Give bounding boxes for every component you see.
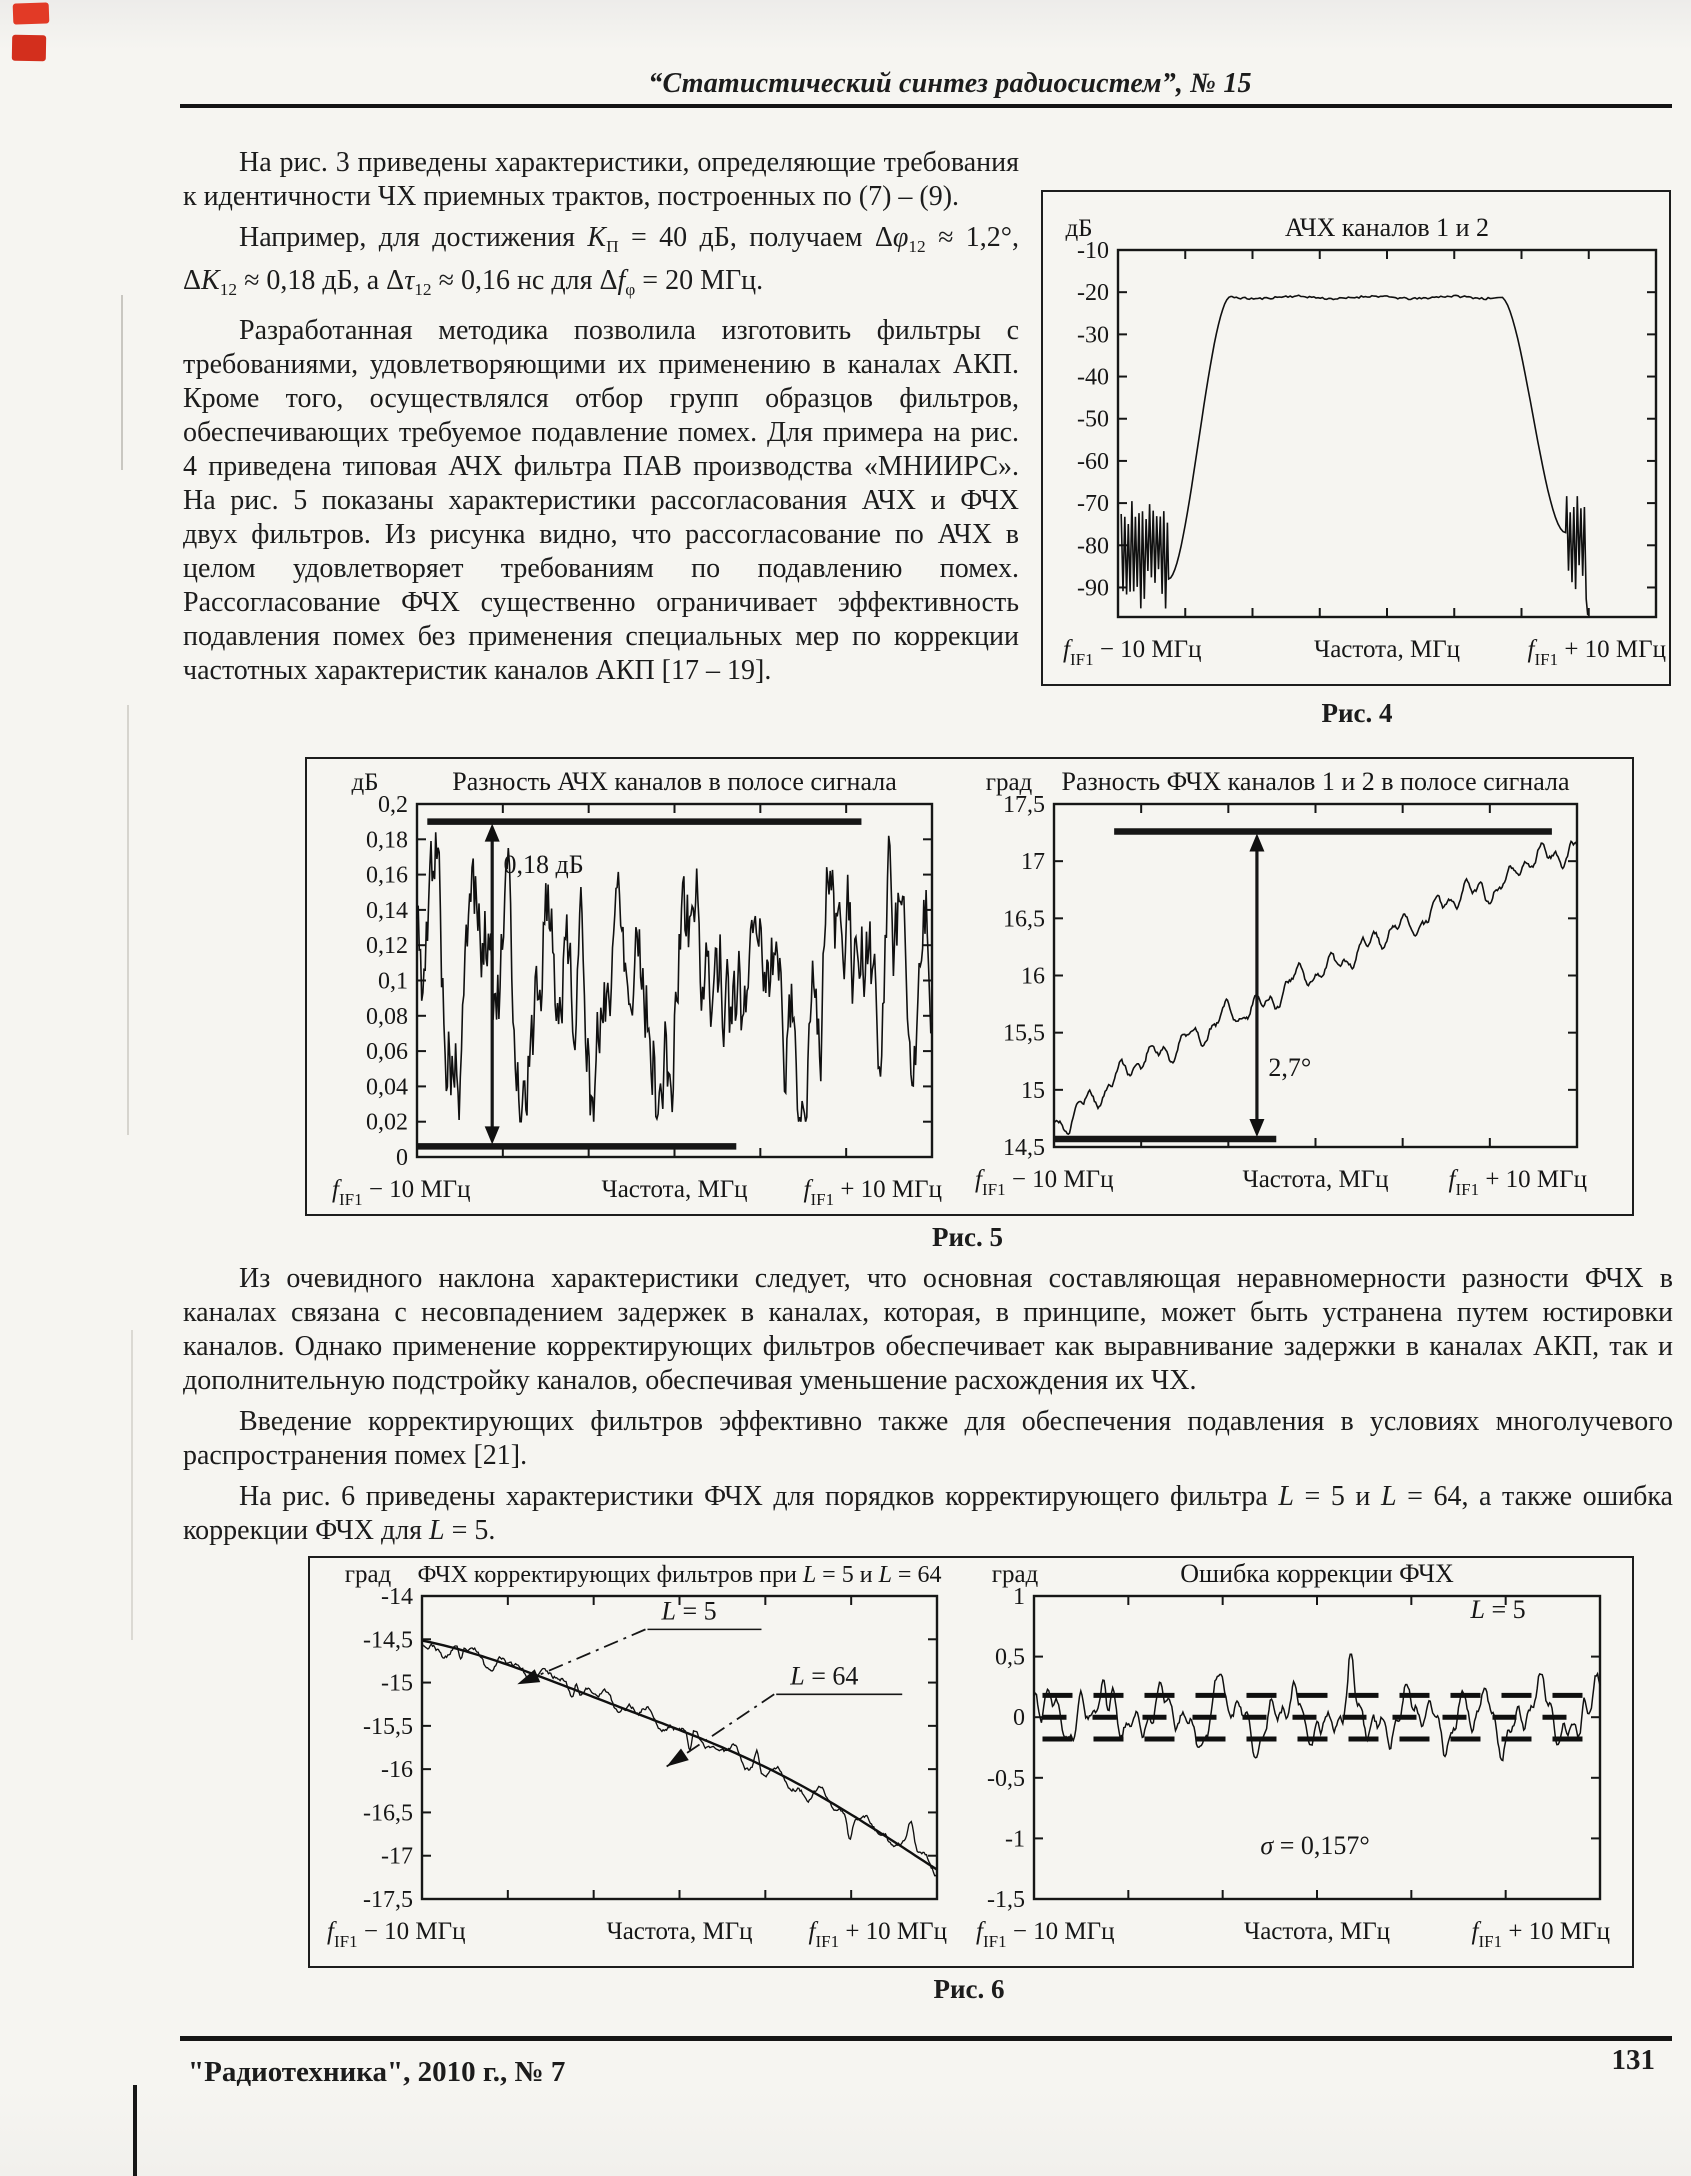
x-axis-label: Частота, МГц bbox=[601, 1176, 748, 1203]
paragraph-1: На рис. 3 приведены характеристики, определяющие требования к идентичности ЧХ приемных трактов, построенных по (7) – (9). bbox=[183, 147, 1019, 212]
y-tick-label: 14,5 bbox=[1003, 1135, 1045, 1161]
y-tick-label: 0 bbox=[1013, 1705, 1025, 1732]
arrowhead bbox=[485, 824, 500, 842]
x-axis-label: $f_{IF1} - 10$ МГц bbox=[332, 1176, 471, 1209]
chart-title: Ошибка коррекции ФЧХ bbox=[1180, 1559, 1454, 1588]
y-tick-label: -40 bbox=[1077, 364, 1109, 391]
formula-token: f bbox=[617, 265, 626, 297]
afc-difference-curve bbox=[417, 832, 932, 1121]
arrowhead bbox=[1249, 1119, 1264, 1137]
footer-rule bbox=[180, 2036, 1672, 2041]
chart-title: Разность ФЧХ каналов 1 и 2 в полосе сигнала bbox=[1061, 767, 1570, 796]
paragraph-3: Разработанная методика позволила изготовить фильтры с требованиями, удовлетворяющими их применению в каналах АКП. Кроме того, осуществлялся отбор групп образцов фильтров, обеспечивающих требуемое подавление помех. Для примера на рис. 4 приведена типовая АЧХ фильтра ПАВ производства «МНИИРС». На рис. 5 показаны характеристики рассогласования АЧХ и ФЧХ двух фильтров. Из рисунка видно, что рассогласование по АЧХ в целом удовлетворяет требованиям по подавлению помех. Рассогласование ФЧХ существенно ограничивает эффективность подавления помех без применения специальных мер по коррекции частотных характеристик каналов АКП [17 – 19]. bbox=[183, 315, 1019, 687]
y-tick-label: -70 bbox=[1077, 491, 1109, 518]
y-tick-label: -0,5 bbox=[987, 1765, 1025, 1792]
figure-6 bbox=[308, 1556, 1634, 1968]
formula-token: φ bbox=[892, 222, 909, 253]
figure-5 bbox=[305, 757, 1634, 1216]
y-tick-label: 17 bbox=[1021, 849, 1045, 876]
y-tick-label: 0,12 bbox=[366, 933, 408, 960]
paragraph-5: Введение корректирующих фильтров эффективно также для обеспечения подавления в условиях многолучевого распространения помех [21]. bbox=[183, 1406, 1673, 1471]
formula-token: = 5 и bbox=[1293, 1481, 1381, 1512]
figure-6-caption: Рис. 6 bbox=[933, 1974, 1005, 2004]
formula-token: K bbox=[201, 265, 220, 297]
formula-token: φ bbox=[625, 280, 636, 300]
y-tick-label: 0,5 bbox=[995, 1644, 1025, 1671]
formula-token: L bbox=[429, 1515, 445, 1546]
formula-token: L bbox=[1380, 1481, 1397, 1512]
x-axis-label: Частота, МГц bbox=[1313, 636, 1461, 663]
afc-curve bbox=[1121, 295, 1588, 615]
y-tick-label: -14 bbox=[381, 1584, 413, 1610]
y-tick-label: 16 bbox=[1021, 963, 1045, 990]
y-tick-label: 0,06 bbox=[366, 1039, 408, 1066]
y-tick-label: -30 bbox=[1077, 322, 1109, 349]
discussion-section bbox=[183, 1262, 1673, 1555]
y-tick-label: -15 bbox=[381, 1670, 413, 1697]
fig5-right-chart bbox=[969, 759, 1632, 1214]
formula-token: L bbox=[1278, 1481, 1294, 1512]
fig4-chart bbox=[1043, 192, 1669, 684]
y-tick-label: -1 bbox=[1005, 1826, 1025, 1853]
chart-title: Разность АЧХ каналов в полосе сигнала bbox=[452, 767, 897, 796]
x-axis-label: $f_{IF1} - 10$ МГц bbox=[976, 1918, 1115, 1951]
annotation-value-label: 2,7° bbox=[1268, 1053, 1312, 1083]
x-axis-label: $f_{IF1} + 10$ МГц bbox=[808, 1918, 947, 1951]
formula-token: = 64, а также ошибка коррекции ФЧХ для bbox=[183, 1481, 1673, 1546]
arrowhead bbox=[667, 1748, 689, 1766]
y-tick-label: -16,5 bbox=[363, 1800, 413, 1827]
formula-token: П bbox=[606, 237, 619, 257]
y-tick-label: 0,16 bbox=[366, 862, 408, 889]
y-unit-label: дБ bbox=[1065, 215, 1093, 242]
red-scan-mark-2 bbox=[12, 35, 46, 62]
y-tick-label: -17 bbox=[381, 1843, 413, 1870]
formula-token: На рис. 6 приведены характеристики ФЧХ для порядков корректирующего фильтра bbox=[239, 1481, 1279, 1512]
formula-token: 12 bbox=[219, 280, 238, 300]
scan-artifact-line-bottom bbox=[133, 2085, 137, 2176]
x-axis-label: $f_{IF1} - 10$ МГц bbox=[975, 1166, 1114, 1199]
formula-token: Δ bbox=[874, 222, 893, 253]
x-axis-label: $f_{IF1} - 10$ МГц bbox=[327, 1918, 466, 1951]
figure-4-caption: Рис. 4 bbox=[1321, 698, 1393, 728]
correction-error-curve bbox=[1034, 1654, 1600, 1760]
chart-title: ФЧХ корректирующих фильтров при L = 5 и L = 64 bbox=[417, 1562, 942, 1588]
figure-4 bbox=[1041, 190, 1673, 730]
chart-title: АЧХ каналов 1 и 2 bbox=[1284, 213, 1490, 242]
x-axis-label: $f_{IF1} + 10$ МГц bbox=[1448, 1166, 1587, 1199]
y-tick-label: -14,5 bbox=[363, 1627, 413, 1654]
y-tick-label: 0,08 bbox=[366, 1003, 408, 1030]
y-tick-label: 0,1 bbox=[378, 968, 408, 995]
y-tick-label: 0 bbox=[396, 1145, 408, 1171]
intro-section bbox=[183, 146, 1673, 736]
y-tick-label: -15,5 bbox=[363, 1713, 413, 1740]
y-tick-label: 0,2 bbox=[378, 792, 408, 818]
sigma-annotation-label: σ = 0,157° bbox=[1260, 1831, 1370, 1861]
order-annotation-label: L = 5 bbox=[661, 1596, 717, 1626]
y-tick-label: 0,04 bbox=[366, 1074, 408, 1101]
x-axis-label: $f_{IF1} + 10$ МГц bbox=[1471, 1918, 1610, 1951]
formula-token: = 5. bbox=[444, 1515, 496, 1546]
fig6-right-chart bbox=[970, 1558, 1632, 1966]
formula-token: Например, для достижения bbox=[239, 222, 588, 253]
x-axis-label: $f_{IF1} + 10$ МГц bbox=[803, 1176, 942, 1209]
header-rule bbox=[180, 104, 1672, 108]
y-tick-label: -16 bbox=[381, 1757, 413, 1784]
paragraph-4: Из очевидного наклона характеристики следует, что основная составляющая неравномерности разности ФЧХ в каналах связана с несовпадением задержек в каналах, которая, в принципе, может быть устранена путем юстировки каналов. Однако применение корректирующих фильтров обеспечивает как выравнивание задержки в каналах АКП, так и дополнительную подстройку каналов, обеспечивая уменьшение расхождения их ЧХ. bbox=[183, 1263, 1673, 1396]
formula-token: = 40 дБ, получаем bbox=[618, 222, 875, 253]
y-tick-label: 15 bbox=[1021, 1077, 1045, 1104]
y-tick-label: -50 bbox=[1077, 406, 1109, 433]
figure-4-frame bbox=[1041, 190, 1671, 686]
pfc-difference-curve bbox=[1054, 841, 1577, 1134]
y-tick-label: 16,5 bbox=[1003, 906, 1045, 933]
formula-token: 12 bbox=[414, 280, 432, 300]
page-number: 131 bbox=[1611, 2044, 1655, 2076]
scan-artifact-line-3 bbox=[131, 1330, 133, 1640]
order-annotation-label: L = 5 bbox=[1470, 1594, 1526, 1624]
y-tick-label: -1,5 bbox=[987, 1887, 1025, 1913]
y-tick-label: -10 bbox=[1077, 238, 1109, 264]
y-unit-label: град bbox=[991, 1561, 1039, 1588]
x-axis-label: Частота, МГц bbox=[606, 1918, 753, 1945]
y-tick-label: 15,5 bbox=[1003, 1020, 1045, 1047]
x-axis-label: Частота, МГц bbox=[1243, 1918, 1391, 1945]
y-tick-label: -17,5 bbox=[363, 1887, 413, 1913]
formula-token: = 20 МГц. bbox=[635, 265, 764, 297]
annotation-value-label: 0,18 дБ bbox=[503, 849, 584, 879]
formula-token: ≈ 0,16 нс для Δ bbox=[431, 265, 618, 297]
arrowhead bbox=[1249, 833, 1264, 851]
y-unit-label: дБ bbox=[351, 769, 379, 796]
plot-frame bbox=[422, 1596, 937, 1899]
scan-artifact-line-2 bbox=[127, 705, 129, 1135]
order-annotation-label: L = 64 bbox=[790, 1661, 859, 1691]
fig5-left-chart bbox=[307, 759, 969, 1214]
footer-journal-line: "Радиотехника", 2010 г., № 7 bbox=[188, 2056, 566, 2088]
scan-artifact-line-1 bbox=[121, 295, 123, 470]
y-tick-label: -90 bbox=[1077, 575, 1109, 602]
formula-token: τ bbox=[404, 265, 415, 297]
y-tick-label: 0,14 bbox=[366, 897, 408, 924]
figure-5-caption: Рис. 5 bbox=[931, 1222, 1004, 1252]
formula-token: ≈ 1,2°, Δ bbox=[183, 222, 1019, 297]
plot-frame bbox=[417, 804, 932, 1157]
y-tick-label: -20 bbox=[1077, 280, 1109, 307]
y-tick-label: 0,02 bbox=[366, 1109, 408, 1136]
y-tick-label: -80 bbox=[1077, 533, 1109, 560]
fig6-left-chart bbox=[310, 1558, 970, 1966]
y-unit-label: град bbox=[985, 769, 1033, 796]
formula-token: 12 bbox=[908, 237, 926, 257]
running-head: “Статистический синтез радиосистем”, № 15 bbox=[648, 68, 1252, 99]
formula-token: ≈ 0,18 дБ, а Δ bbox=[237, 265, 405, 297]
y-tick-label: -60 bbox=[1077, 448, 1109, 475]
formula-token: K bbox=[587, 222, 607, 253]
red-scan-mark-1 bbox=[13, 2, 50, 24]
paragraph-6 bbox=[183, 1480, 1673, 1548]
x-axis-label: $f_{IF1} - 10$ МГц bbox=[1063, 636, 1202, 669]
arrowhead bbox=[485, 1126, 500, 1144]
y-tick-label: 0,18 bbox=[366, 827, 408, 854]
y-tick-label: 1 bbox=[1013, 1584, 1025, 1610]
y-tick-label: 17,5 bbox=[1003, 792, 1045, 818]
x-axis-label: $f_{IF1} + 10$ МГц bbox=[1527, 636, 1666, 669]
x-axis-label: Частота, МГц bbox=[1242, 1166, 1389, 1193]
y-unit-label: град bbox=[344, 1561, 392, 1588]
